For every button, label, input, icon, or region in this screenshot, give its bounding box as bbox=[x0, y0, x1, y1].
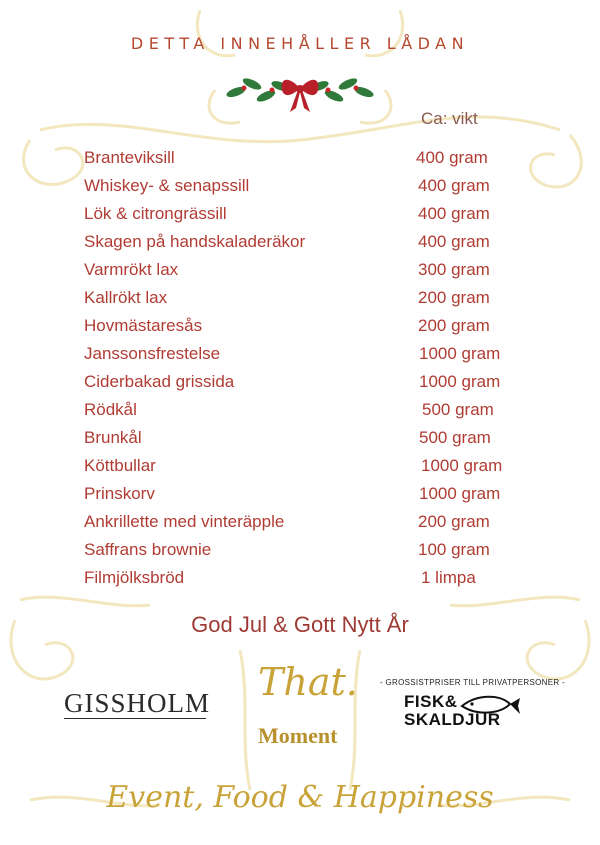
item-name: Ankrillette med vinteräpple bbox=[84, 512, 285, 531]
weight-column-header: Ca: vikt bbox=[421, 109, 478, 128]
fish-icon bbox=[452, 692, 522, 722]
item-amount: 400 gram bbox=[418, 232, 490, 251]
item-name: Branteviksill bbox=[84, 148, 175, 167]
item-amount: 1000 gram bbox=[419, 344, 501, 363]
that-moment-logo-bottom: Moment bbox=[258, 723, 338, 748]
page-title: DETTA INNEHÅLLER LÅDAN bbox=[130, 34, 470, 53]
item-name: Filmjölksbröd bbox=[84, 568, 185, 587]
item-name: Janssonsfrestelse bbox=[84, 344, 221, 363]
item-amount: 500 gram bbox=[422, 400, 494, 419]
holly-bow-garland-icon bbox=[222, 66, 378, 114]
item-name: Rödkål bbox=[84, 400, 137, 419]
item-name: Saffrans brownie bbox=[84, 540, 212, 559]
item-amount: 400 gram bbox=[418, 176, 490, 195]
fisk-skaldjur-logo-line1: FISK& bbox=[404, 692, 458, 711]
gissholm-underline bbox=[64, 718, 206, 719]
item-amount: 300 gram bbox=[418, 260, 490, 279]
greeting: God Jul & Gott Nytt År bbox=[191, 612, 409, 637]
item-name: Lök & citrongrässill bbox=[84, 204, 227, 223]
item-name: Skagen på handskaladeräkor bbox=[84, 232, 306, 251]
item-amount: 1000 gram bbox=[421, 456, 503, 475]
item-amount: 500 gram bbox=[419, 428, 491, 447]
item-name: Köttbullar bbox=[84, 456, 156, 475]
that-moment-logo-top: That. bbox=[258, 660, 358, 704]
item-name: Whiskey- & senapssill bbox=[84, 176, 250, 195]
item-amount: 200 gram bbox=[418, 288, 490, 307]
item-amount: 1000 gram bbox=[419, 372, 501, 391]
item-amount: 400 gram bbox=[418, 204, 490, 223]
item-amount: 1000 gram bbox=[419, 484, 501, 503]
item-amount: 100 gram bbox=[418, 540, 490, 559]
gissholm-logo: GISSHOLM bbox=[64, 688, 211, 718]
item-amount: 400 gram bbox=[416, 148, 488, 167]
item-name: Prinskorv bbox=[84, 484, 155, 503]
item-name: Kallrökt lax bbox=[84, 288, 168, 307]
item-name: Ciderbakad grissida bbox=[84, 372, 235, 391]
item-name: Hovmästaresås bbox=[84, 316, 203, 335]
slogan: Event, Food & Happiness bbox=[106, 780, 494, 815]
item-name: Brunkål bbox=[84, 428, 142, 447]
item-amount: 200 gram bbox=[418, 512, 490, 531]
item-amount: 200 gram bbox=[418, 316, 490, 335]
item-name: Varmrökt lax bbox=[84, 260, 179, 279]
fisk-skaldjur-tagline: - GROSSISTPRISER TILL PRIVATPERSONER - bbox=[380, 678, 565, 687]
item-amount: 1 limpa bbox=[421, 568, 476, 587]
fisk-skaldjur-logo-line2: SKALDJUR bbox=[404, 710, 501, 729]
